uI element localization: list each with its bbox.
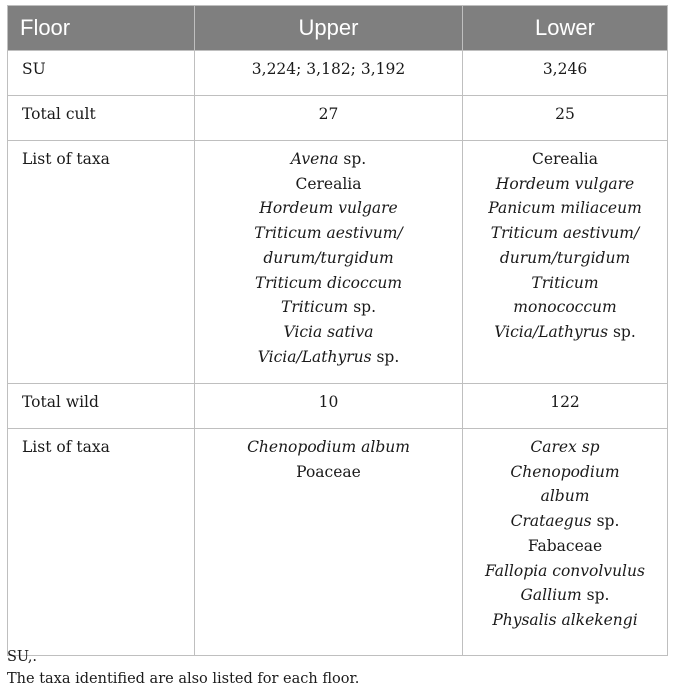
taxon-name bbox=[471, 583, 659, 608]
taxon-name bbox=[471, 534, 659, 559]
taxon-name bbox=[203, 246, 454, 271]
row-label: SU bbox=[8, 51, 195, 96]
row-taxa-wild bbox=[8, 429, 668, 656]
taxon-name bbox=[471, 608, 659, 633]
taxon-name bbox=[471, 221, 659, 246]
taxon-roman: sp. bbox=[581, 586, 610, 605]
row-total-cult bbox=[8, 96, 668, 141]
header-lower: Lower bbox=[463, 6, 668, 51]
taxa-table bbox=[7, 5, 668, 656]
row-taxa-cult bbox=[8, 141, 668, 384]
taxon-italic: Vicia sativa bbox=[283, 322, 374, 341]
taxon-italic: Chenopodium album bbox=[247, 438, 410, 456]
taxon-name bbox=[471, 484, 659, 509]
taxon-italic: Triticum bbox=[281, 298, 349, 317]
row-su bbox=[8, 51, 668, 96]
cell-lower: 3,246 bbox=[463, 51, 668, 96]
taxon-name bbox=[203, 345, 454, 370]
taxon-italic: Chenopodium bbox=[510, 462, 620, 481]
header-upper: Upper bbox=[195, 6, 463, 51]
taxon-italic: Fallopia convolvulus bbox=[485, 561, 645, 580]
taxon-roman: Cerealia bbox=[295, 174, 362, 193]
taxon-italic: Vicia/Lathyrus bbox=[257, 347, 372, 366]
taxon-italic: Triticum aestivum/ bbox=[254, 224, 403, 243]
taxon-name bbox=[471, 509, 659, 534]
row-label: List of taxa bbox=[8, 141, 195, 384]
taxon-name bbox=[203, 460, 454, 485]
taxon-italic: Hordeum vulgare bbox=[495, 174, 635, 193]
taxon-name bbox=[203, 435, 454, 460]
taxon-name bbox=[471, 271, 659, 296]
taxon-italic: durum/turgidum bbox=[499, 248, 631, 267]
row-label: Total cult bbox=[8, 96, 195, 141]
header-row bbox=[8, 6, 668, 51]
taxon-name bbox=[471, 246, 659, 271]
taxon-italic: Vicia/Lathyrus bbox=[494, 322, 609, 341]
header-floor: Floor bbox=[8, 6, 195, 51]
cell-lower-taxa bbox=[463, 141, 668, 384]
taxon-name bbox=[471, 320, 659, 345]
taxon-italic: Carex sp bbox=[530, 438, 600, 456]
taxon-name bbox=[203, 221, 454, 246]
row-label: Total wild bbox=[8, 384, 195, 429]
taxon-italic: Avena bbox=[290, 150, 339, 168]
taxon-name bbox=[203, 320, 454, 345]
taxon-italic: durum/turgidum bbox=[263, 248, 394, 267]
taxon-name bbox=[203, 147, 454, 172]
taxon-name bbox=[471, 172, 659, 197]
taxon-name bbox=[471, 295, 659, 320]
taxon-italic: Gallium bbox=[520, 586, 582, 605]
cell-upper-taxa bbox=[195, 429, 463, 656]
cell-lower-taxa bbox=[463, 429, 668, 656]
cell-upper: 10 bbox=[195, 384, 463, 429]
row-label: List of taxa bbox=[8, 429, 195, 656]
taxon-roman: sp. bbox=[348, 298, 376, 317]
cell-upper-taxa bbox=[195, 141, 463, 384]
taxon-italic: monococcum bbox=[513, 298, 617, 317]
taxon-roman: Fabaceae bbox=[527, 536, 603, 555]
taxon-italic: Triticum dicoccum bbox=[254, 273, 403, 292]
taxon-italic: Triticum bbox=[531, 273, 599, 292]
footnote-note: The taxa identified are also listed for each floor. bbox=[7, 671, 360, 687]
cell-upper: 27 bbox=[195, 96, 463, 141]
taxon-roman: sp. bbox=[591, 512, 620, 531]
taxon-italic: album bbox=[540, 487, 590, 506]
taxon-roman: Cerealia bbox=[531, 150, 598, 168]
taxon-name bbox=[203, 172, 454, 197]
footnote-abbrev: SU,. bbox=[7, 649, 38, 665]
taxon-roman: Poaceae bbox=[296, 462, 361, 481]
cell-lower: 25 bbox=[463, 96, 668, 141]
row-total-wild bbox=[8, 384, 668, 429]
taxon-roman: sp. bbox=[338, 150, 367, 168]
taxon-italic: Hordeum vulgare bbox=[259, 199, 398, 218]
cell-lower: 122 bbox=[463, 384, 668, 429]
taxon-name bbox=[203, 196, 454, 221]
taxon-italic: Crataegus bbox=[510, 512, 592, 531]
taxon-name bbox=[203, 295, 454, 320]
taxon-name bbox=[471, 460, 659, 485]
table-footnotes bbox=[7, 646, 359, 690]
taxon-name bbox=[471, 196, 659, 221]
taxon-name bbox=[471, 147, 659, 172]
taxon-roman: sp. bbox=[371, 347, 400, 366]
taxon-italic: Physalis alkekengi bbox=[492, 610, 638, 629]
taxon-name bbox=[203, 271, 454, 296]
taxon-roman: sp. bbox=[608, 322, 636, 341]
taxon-name bbox=[471, 435, 659, 460]
taxon-italic: Panicum miliaceum bbox=[488, 199, 642, 218]
taxon-name bbox=[471, 559, 659, 584]
taxon-italic: Triticum aestivum/ bbox=[490, 224, 640, 243]
cell-upper: 3,224; 3,182; 3,192 bbox=[195, 51, 463, 96]
